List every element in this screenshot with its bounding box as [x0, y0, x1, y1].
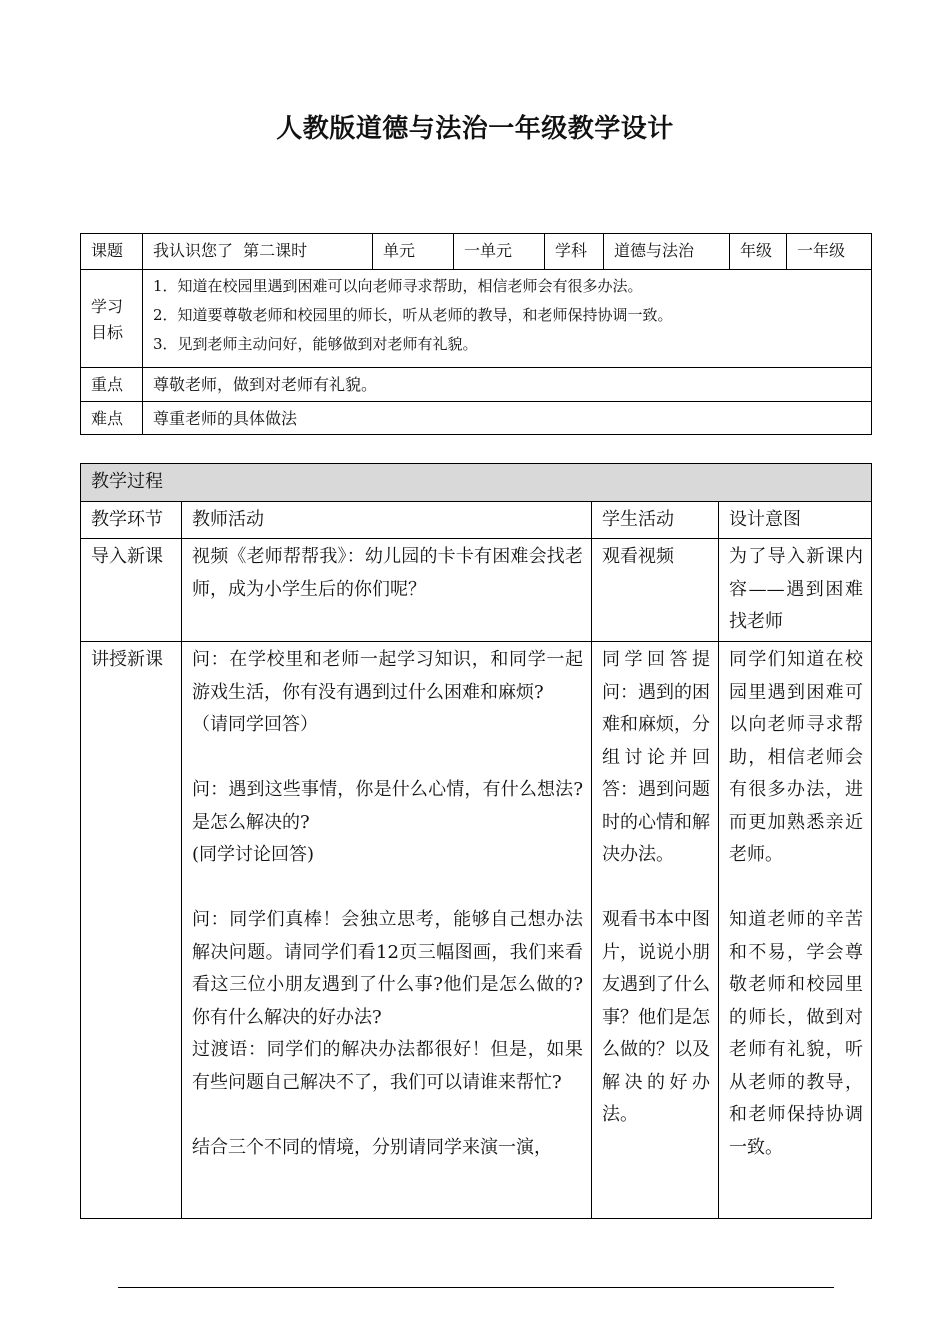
teacher-activity-text: 问：同学们真棒！会独立思考，能够自己想办法解决问题。请同学们看12页三幅图画，我们来看看这三位小朋友遇到了什么事?他们是怎么做的?你有什么解决的好办法?	[192, 909, 583, 1028]
goals-label	[81, 270, 143, 368]
info-row-key	[81, 368, 872, 402]
teacher-activity-text: 结合三个不同的情境，分别请同学来演一演，	[192, 1136, 552, 1158]
goal-item: 1．知道在校园里遇到困难可以向老师寻求帮助，相信老师会有很多办法。	[153, 277, 643, 295]
topic-label: 课题	[81, 234, 143, 270]
teacher-activity-text: 问：遇到这些事情，你是什么心情，有什么想法?是怎么解决的?	[192, 779, 583, 833]
grade-value: 一年级	[787, 234, 872, 270]
teacher-activity-cell	[182, 642, 592, 1219]
teacher-activity-text: 问：在学校里和老师一起学习知识，和同学一起游戏生活，你有没有遇到过什么困难和麻烦?	[192, 649, 583, 703]
goal-item: 2．知道要尊敬老师和校园里的师长，听从老师的教导，和老师保持协调一致。	[153, 306, 673, 324]
student-activity-cell	[592, 642, 719, 1219]
teacher-activity-text: （请同学回答）	[192, 714, 318, 735]
subject-label: 学科	[545, 234, 604, 270]
teacher-activity-text: 过渡语：同学们的解决办法都很好！但是，如果有些问题自己解决不了，我们可以请谁来帮忙?	[192, 1039, 583, 1093]
key-label: 重点	[81, 368, 143, 402]
unit-value: 一单元	[454, 234, 545, 270]
process-heading: 教学过程	[81, 464, 872, 502]
goals-label-line-1: 学习	[91, 297, 124, 316]
page-title: 人教版道德与法治一年级教学设计	[276, 114, 674, 144]
process-heading-row	[81, 464, 872, 502]
column-header: 设计意图	[719, 501, 872, 539]
goals-list	[143, 270, 872, 368]
teacher-activity-cell	[182, 539, 592, 642]
topic-value: 我认识您了 第二课时	[143, 234, 373, 270]
design-intent-cell	[719, 642, 872, 1219]
goal-item: 3．见到老师主动问好，能够做到对老师有礼貌。	[153, 335, 478, 353]
student-activity-text: 同学回答提问：遇到的困难和麻烦，分组讨论并回答：遇到问题时的心情和解决办法。	[602, 649, 710, 865]
process-row-intro	[81, 539, 872, 642]
lesson-info-table	[80, 233, 872, 435]
spacer	[192, 742, 583, 775]
design-intent-text: 为了导入新课内容——遇到困难找老师	[729, 546, 863, 632]
spacer	[192, 872, 583, 905]
info-row-difficulty	[81, 402, 872, 435]
info-row-topic	[81, 234, 872, 270]
stage-cell: 讲授新课	[81, 642, 182, 1219]
design-intent-cell	[719, 539, 872, 642]
student-activity-text: 观看视频	[602, 546, 674, 567]
difficulty-label: 难点	[81, 402, 143, 435]
process-row-new-lesson	[81, 642, 872, 1219]
process-column-headers	[81, 501, 872, 539]
student-activity-text: 观看书本中图片，说说小朋友遇到了什么事？他们是怎么做的？以及解决的好办法。	[602, 909, 710, 1125]
column-header: 教师活动	[182, 501, 592, 539]
key-value: 尊敬老师，做到对老师有礼貌。	[143, 368, 872, 402]
student-activity-cell	[592, 539, 719, 642]
goals-label-line-2: 目标	[91, 323, 124, 342]
teacher-activity-text: 视频《老师帮帮我》：幼儿园的卡卡有困难会找老师，成为小学生后的你们呢？	[192, 546, 583, 600]
info-row-goals	[81, 270, 872, 368]
design-intent-text: 同学们知道在校园里遇到困难可以向老师寻求帮助，相信老师会有很多办法，进而更加熟悉亲近老师。	[729, 649, 863, 865]
subject-value: 道德与法治	[604, 234, 730, 270]
difficulty-value: 尊重老师的具体做法	[143, 402, 872, 435]
grade-label: 年级	[730, 234, 787, 270]
teaching-process-table	[80, 463, 872, 1219]
design-intent-text: 知道老师的辛苦和不易，学会尊敬老师和校园里的师长，做到对老师有礼貌，听从老师的教导，和老师保持协调一致。	[729, 909, 863, 1158]
teacher-activity-text: (同学讨论回答)	[192, 844, 315, 865]
unit-label: 单元	[373, 234, 454, 270]
footer-divider	[118, 1287, 834, 1288]
column-header: 学生活动	[592, 501, 719, 539]
column-header: 教学环节	[81, 501, 182, 539]
stage-cell: 导入新课	[81, 539, 182, 642]
spacer	[602, 872, 710, 905]
spacer	[729, 872, 863, 905]
spacer	[192, 1099, 583, 1132]
